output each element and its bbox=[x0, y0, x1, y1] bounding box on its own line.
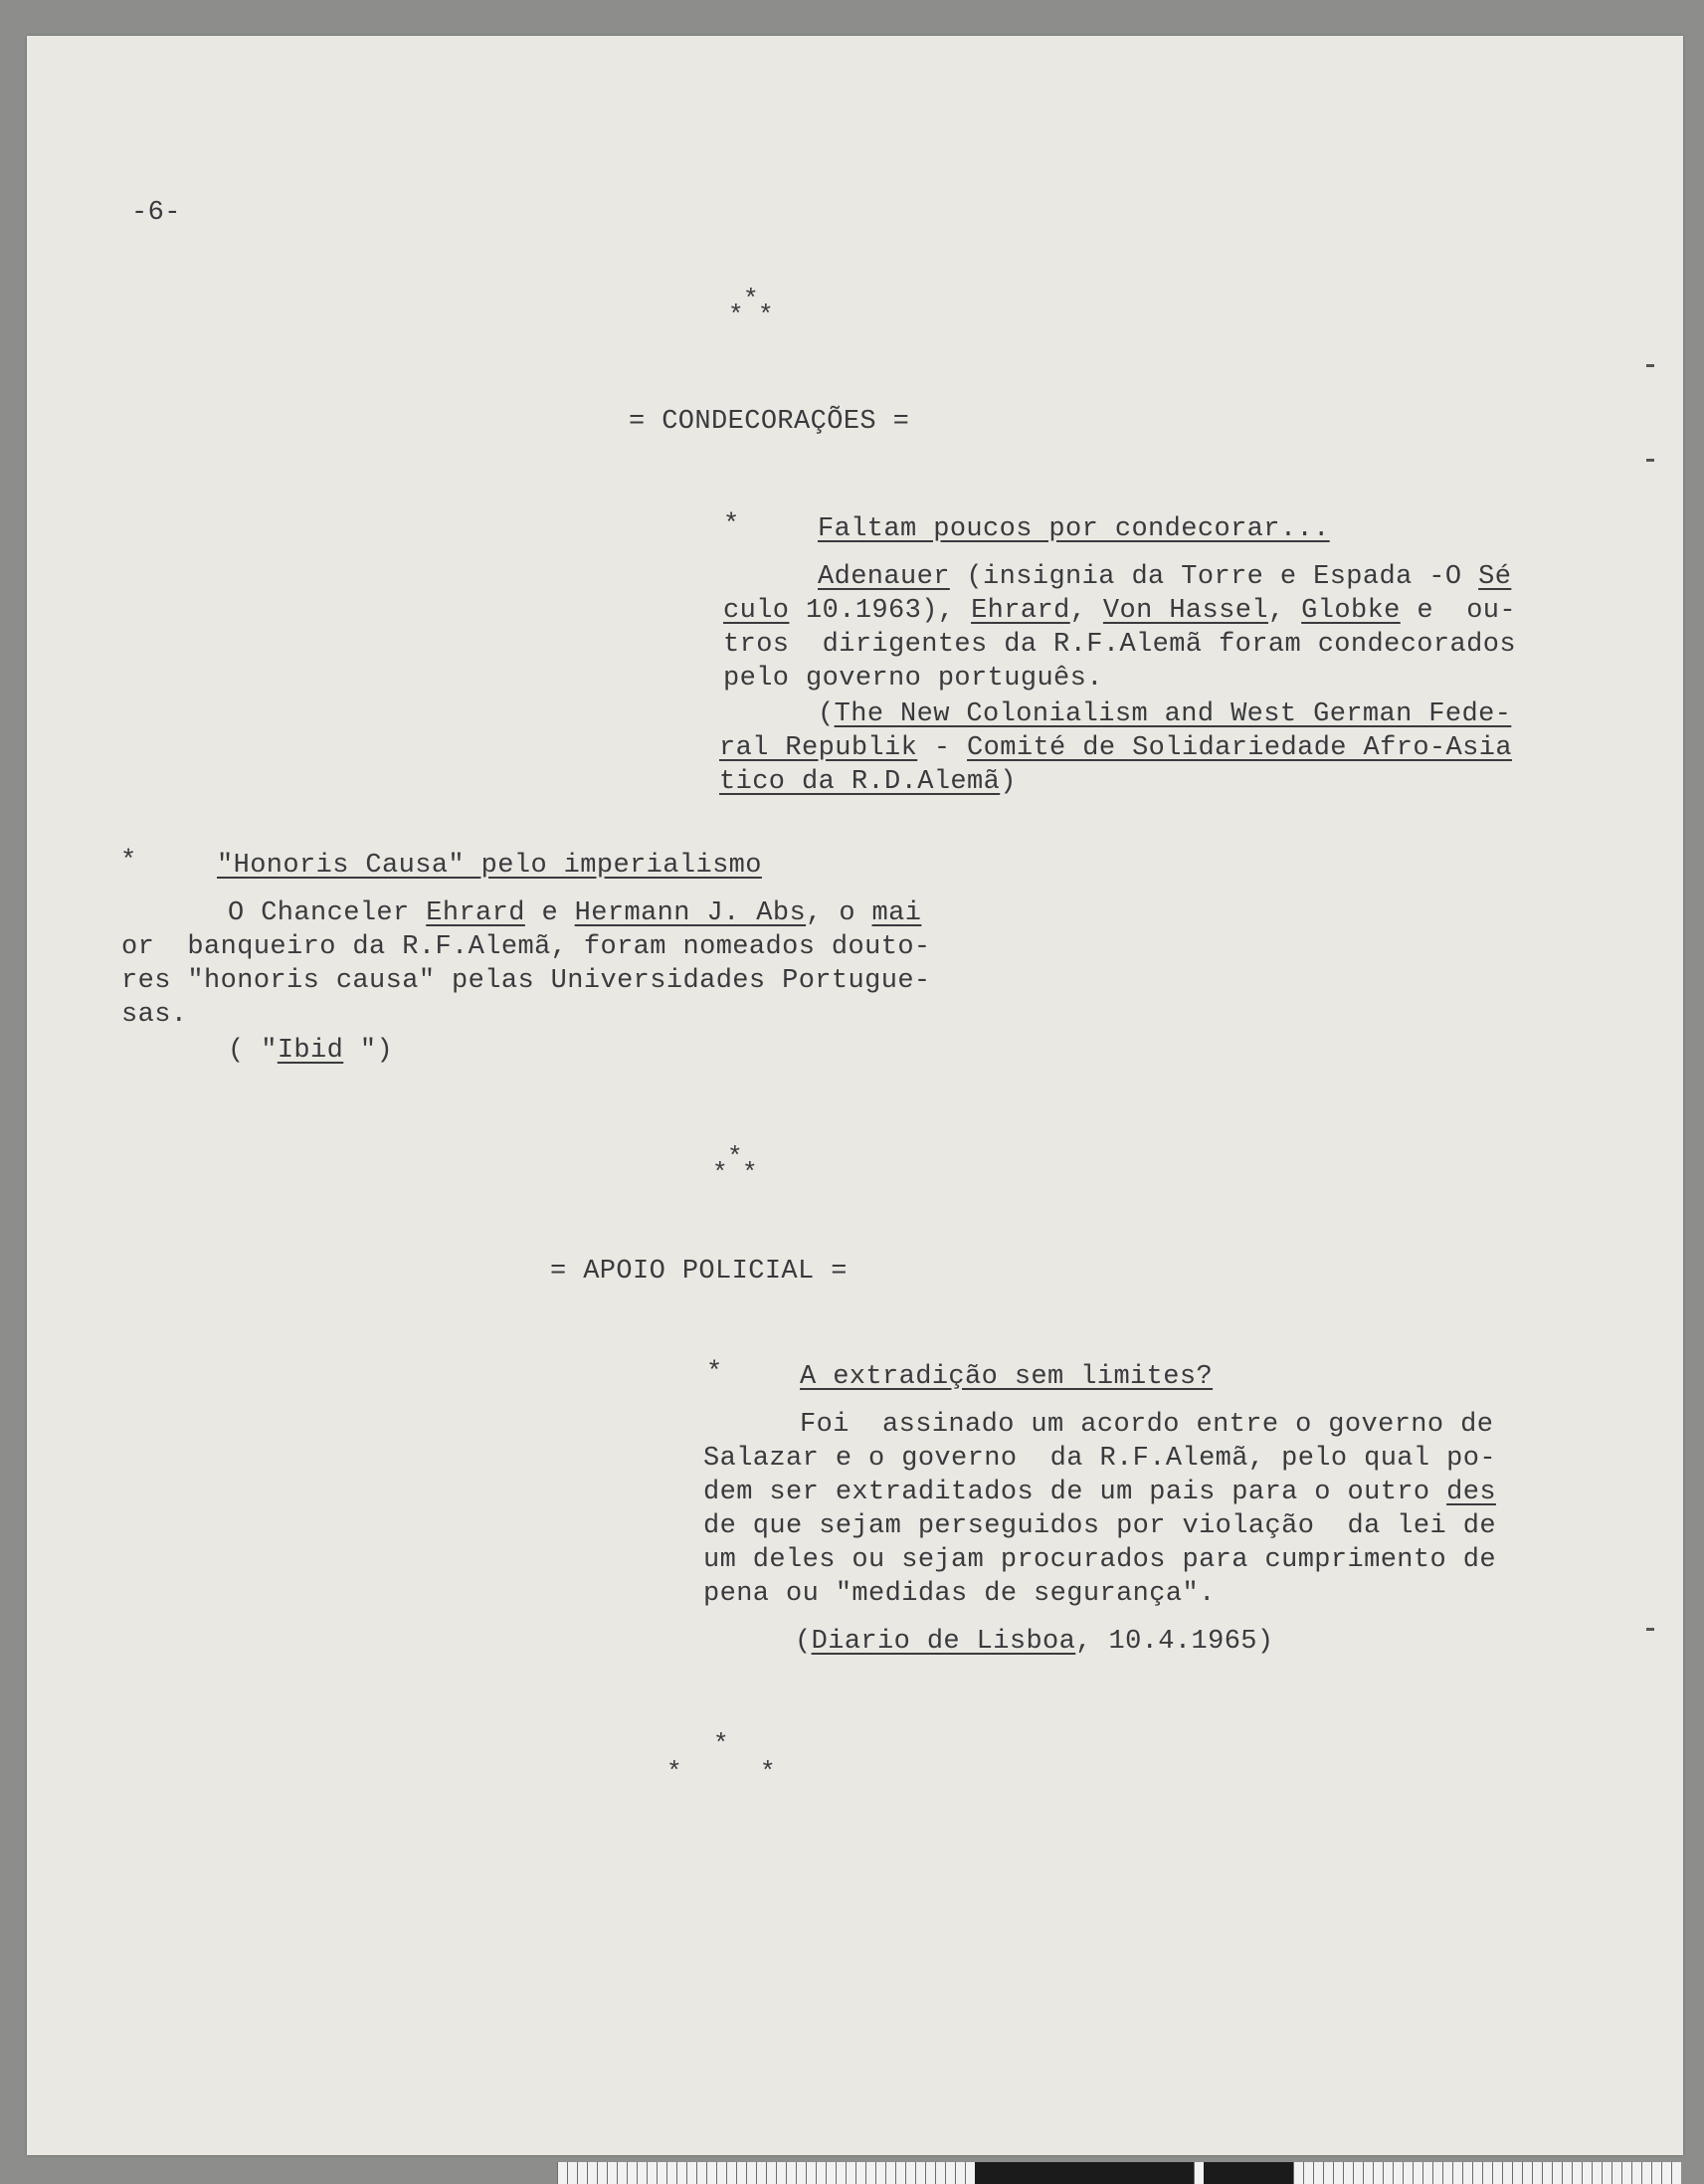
source-line bbox=[818, 698, 1511, 730]
article-line: pelo governo português. bbox=[723, 664, 1103, 694]
margin-mark bbox=[1646, 459, 1654, 462]
asterism-star: * bbox=[743, 285, 759, 314]
source-line bbox=[719, 766, 1017, 798]
text-span: ( bbox=[818, 699, 835, 729]
text-span: dem ser extraditados de um pais para o outro bbox=[703, 1478, 1447, 1507]
section-title-apoio-policial: = APOIO POLICIAL = bbox=[550, 1257, 848, 1287]
article-line bbox=[228, 897, 921, 929]
asterism-star: * bbox=[742, 1158, 758, 1188]
article-heading: "Honoris Causa" pelo imperialismo bbox=[217, 851, 762, 881]
margin-mark bbox=[1646, 364, 1654, 367]
text-span: ") bbox=[343, 1036, 394, 1066]
source-title: ral Republik bbox=[719, 733, 918, 763]
article-line: Salazar e o governo da R.F.Alemã, pelo qual po- bbox=[703, 1444, 1496, 1474]
text-span: , o bbox=[806, 898, 872, 928]
source-title: Ibid bbox=[277, 1036, 344, 1066]
article-line: de que sejam perseguidos por violação da lei de bbox=[703, 1511, 1496, 1541]
article-line: um deles ou sejam procurados para cumprimento de bbox=[703, 1545, 1496, 1575]
ruler-dark-segment bbox=[975, 2162, 1194, 2184]
asterism-star: * bbox=[712, 1158, 728, 1188]
source-title: The New Colonialism and West German Fede- bbox=[834, 699, 1512, 729]
page-number: -6- bbox=[131, 198, 181, 228]
asterism-star: * bbox=[713, 1729, 729, 1759]
text-span: des bbox=[1446, 1478, 1496, 1507]
asterism-star: * bbox=[728, 300, 744, 330]
asterism-star: * bbox=[666, 1757, 682, 1787]
article-line: Foi assinado um acordo entre o governo de bbox=[800, 1410, 1494, 1440]
bullet: * bbox=[706, 1358, 723, 1388]
text-span: , 10.4.1965) bbox=[1075, 1627, 1274, 1657]
article-line: res "honoris causa" pelas Universidades Portugue- bbox=[121, 966, 931, 996]
article-line: sas. bbox=[121, 1000, 188, 1030]
asterism-star: * bbox=[727, 1142, 743, 1172]
article-line bbox=[703, 1477, 1496, 1508]
article-line bbox=[723, 595, 1516, 627]
asterism-star: * bbox=[760, 1757, 776, 1787]
name-globke: Globke bbox=[1301, 596, 1401, 626]
asterism-star: * bbox=[758, 300, 774, 330]
name-hermann-abs: Hermann J. Abs bbox=[574, 898, 807, 928]
source-line bbox=[719, 732, 1512, 764]
text-span: , bbox=[1267, 596, 1302, 626]
article-line bbox=[818, 561, 1511, 593]
text-span: 10.1963), bbox=[789, 596, 972, 626]
text-span: Sé bbox=[1478, 562, 1512, 592]
bullet: * bbox=[723, 510, 740, 540]
source-line bbox=[795, 1626, 1274, 1658]
text-span: - bbox=[917, 733, 968, 763]
text-span: O Chanceler bbox=[228, 898, 427, 928]
bullet: * bbox=[120, 847, 137, 877]
source-title: Diario de Lisboa bbox=[811, 1627, 1076, 1657]
text-span: (insignia da Torre e Espada -O bbox=[949, 562, 1479, 592]
source-publisher: tico da R.D.Alemã bbox=[719, 767, 1001, 797]
text-span: , bbox=[1069, 596, 1103, 626]
article-line: tros dirigentes da R.F.Alemã foram condecorados bbox=[723, 630, 1516, 660]
text-span: mai bbox=[871, 898, 922, 928]
article-heading: A extradição sem limites? bbox=[800, 1362, 1214, 1392]
ruler-dark-segment bbox=[1204, 2162, 1293, 2184]
scan-ruler bbox=[557, 2162, 1681, 2184]
article-line: pena ou "medidas de segurança". bbox=[703, 1579, 1216, 1609]
text-span: e ou- bbox=[1400, 596, 1516, 626]
text-span: ( " bbox=[228, 1036, 278, 1066]
text-span: ) bbox=[1000, 767, 1017, 797]
margin-mark bbox=[1646, 1628, 1654, 1631]
name-von-hassel: Von Hassel bbox=[1102, 596, 1268, 626]
source-publisher: Comité de Solidariedade Afro-Asia bbox=[967, 733, 1512, 763]
text-span: e bbox=[524, 898, 575, 928]
section-title-condecoracoes: = CONDECORAÇÕES = bbox=[629, 407, 910, 437]
typewritten-page bbox=[27, 36, 1683, 2155]
name-ehrard: Ehrard bbox=[426, 898, 525, 928]
name-ehrard: Ehrard bbox=[971, 596, 1070, 626]
name-adenauer: Adenauer bbox=[818, 562, 950, 592]
text-span: ( bbox=[795, 1627, 812, 1657]
text-span: culo bbox=[723, 596, 790, 626]
source-line bbox=[228, 1035, 393, 1067]
article-heading: Faltam poucos por condecorar... bbox=[818, 514, 1330, 544]
article-line: or banqueiro da R.F.Alemã, foram nomeados douto- bbox=[121, 932, 931, 962]
